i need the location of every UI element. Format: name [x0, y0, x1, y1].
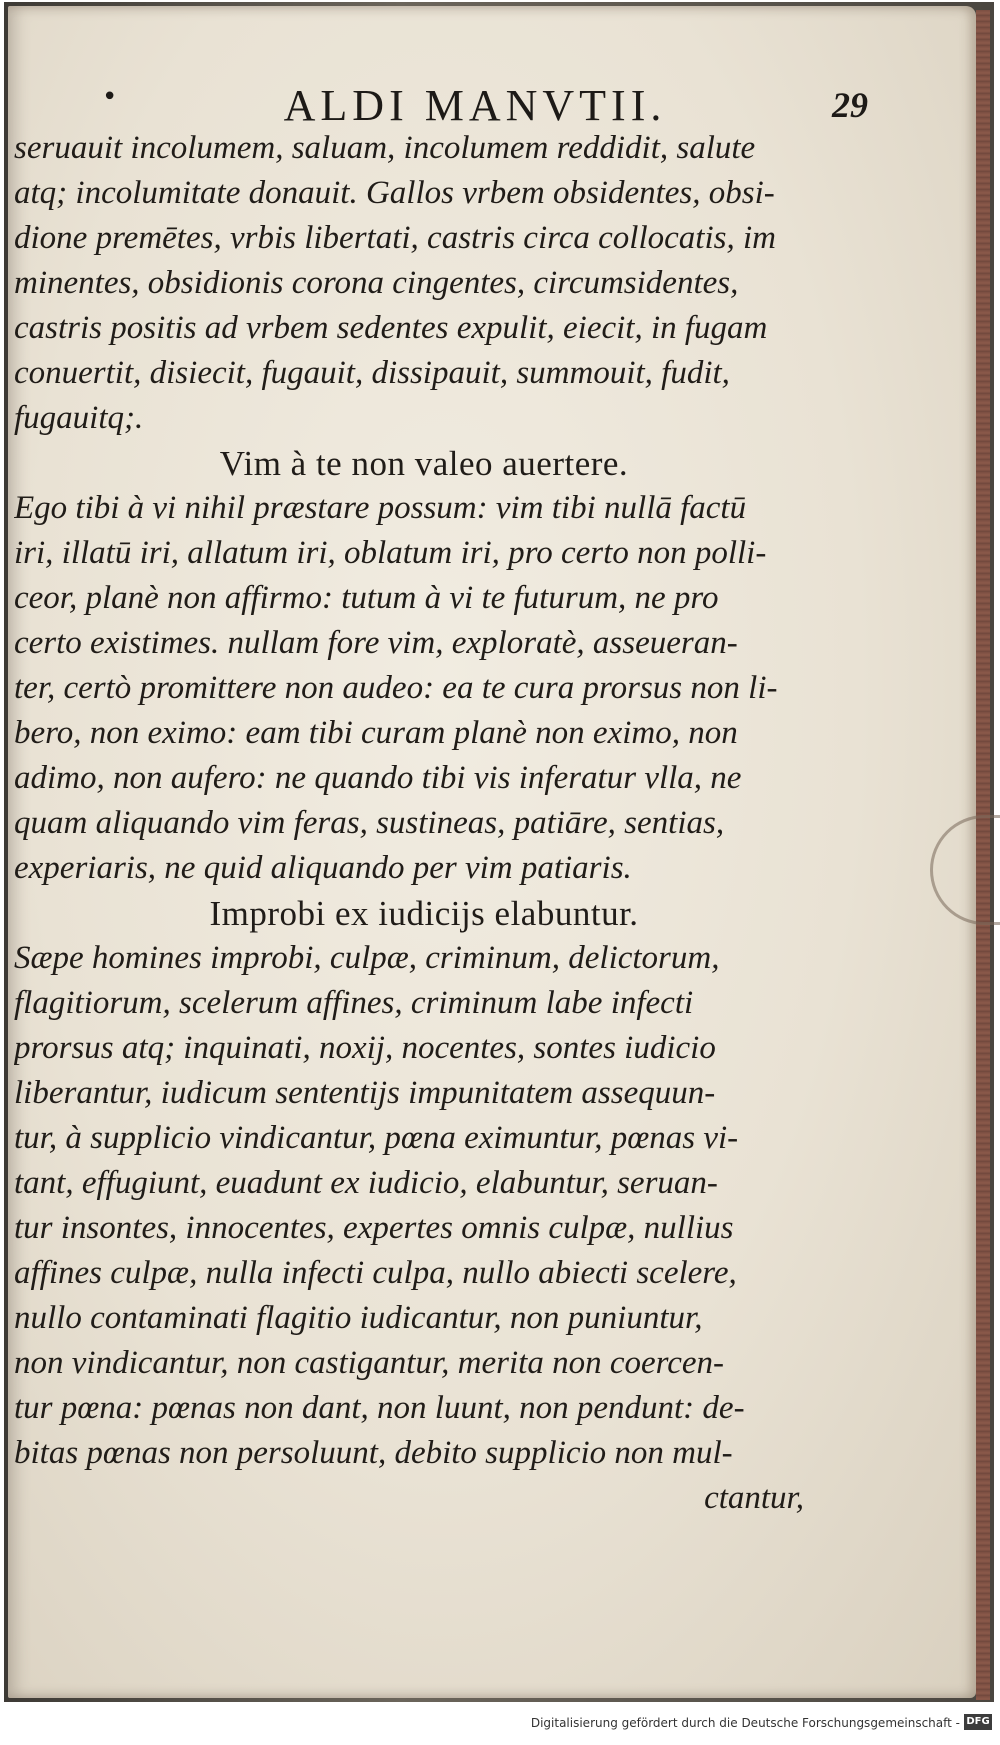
page-number: 29 — [832, 85, 868, 125]
section-heading: Vim à te non valeo auertere. — [219, 444, 629, 483]
funding-credit: Digitalisierung gefördert durch die Deutsche Forschungsgemeinschaft - — [530, 1716, 960, 1730]
text-line: ter, certò promittere non audeo: ea te cura prorsus non li- — [14, 670, 778, 706]
text-line: flagitiorum, scelerum affines, criminum labe infecti — [14, 985, 694, 1021]
text-line: prorsus atq; inquinati, noxij, nocentes, sontes iudicio — [14, 1030, 716, 1066]
header-mark: • — [102, 82, 118, 112]
text-line: dione premētes, vrbis libertati, castris circa collocatis, im — [14, 220, 776, 256]
text-line: affines culpæ, nulla infecti culpa, nullo abiecti scelere, — [14, 1255, 737, 1291]
text-line: atq; incolumitate donauit. Gallos vrbem obsidentes, obsi- — [14, 175, 775, 211]
body-text — [14, 126, 834, 1521]
dfg-logo: DFG — [964, 1714, 992, 1730]
text-line: bero, non eximo: eam tibi curam planè non eximo, non — [14, 715, 738, 751]
text-line: nullo contaminati flagitio iudicantur, non puniuntur, — [14, 1300, 703, 1336]
text-line: adimo, non aufero: ne quando tibi vis inferatur vlla, ne — [14, 760, 742, 796]
text-line: tur pœna: pœnas non dant, non luunt, non pendunt: de- — [14, 1390, 745, 1426]
text-line: seruauit incolumem, saluam, incolumem reddidit, salute — [14, 130, 756, 166]
text-line: tant, effugiunt, euadunt ex iudicio, elabuntur, seruan- — [14, 1165, 718, 1201]
text-line: castris positis ad vrbem sedentes expulit, eiecit, in fugam — [14, 310, 768, 346]
text-line: conuertit, disiecit, fugauit, dissipauit, summouit, fudit, — [14, 355, 730, 391]
text-line: minentes, obsidionis corona cingentes, circumsidentes, — [14, 265, 739, 301]
text-line: tur insontes, innocentes, expertes omnis culpæ, nullius — [14, 1210, 734, 1246]
text-line: certo existimes. nullam fore vim, exploratè, asseueran- — [14, 625, 738, 661]
text-line: Sæpe homines improbi, culpæ, criminum, delictorum, — [14, 940, 720, 976]
running-head — [90, 80, 868, 130]
text-line: bitas pœnas non persoluunt, debito supplicio non mul- — [14, 1435, 733, 1471]
section-heading: Improbi ex iudicijs elabuntur. — [209, 894, 639, 933]
text-line: non vindicantur, non castigantur, merita non coercen- — [14, 1345, 725, 1381]
text-line: experiaris, ne quid aliquando per vim patiaris. — [14, 850, 632, 886]
text-line: tur, à supplicio vindicantur, pœna eximuntur, pœnas vi- — [14, 1120, 739, 1156]
digitization-footer — [0, 1706, 1000, 1745]
text-line: Ego tibi à vi nihil præstare possum: vim tibi nullā factū — [14, 490, 747, 526]
page-title: ALDI MANVTII. — [283, 81, 667, 130]
text-line: iri, illatū iri, allatum iri, oblatum iri, pro certo non polli- — [14, 535, 767, 571]
text-line: liberantur, iudicum sententijs impunitatem assequun- — [14, 1075, 716, 1111]
catchword-line: ctantur, — [704, 1480, 804, 1516]
text-line: fugauitq;. — [14, 400, 144, 436]
text-line: ceor, planè non affirmo: tutum à vi te futurum, ne pro — [14, 580, 719, 616]
text-line: quam aliquando vim feras, sustineas, patiāre, sentias, — [14, 805, 725, 841]
